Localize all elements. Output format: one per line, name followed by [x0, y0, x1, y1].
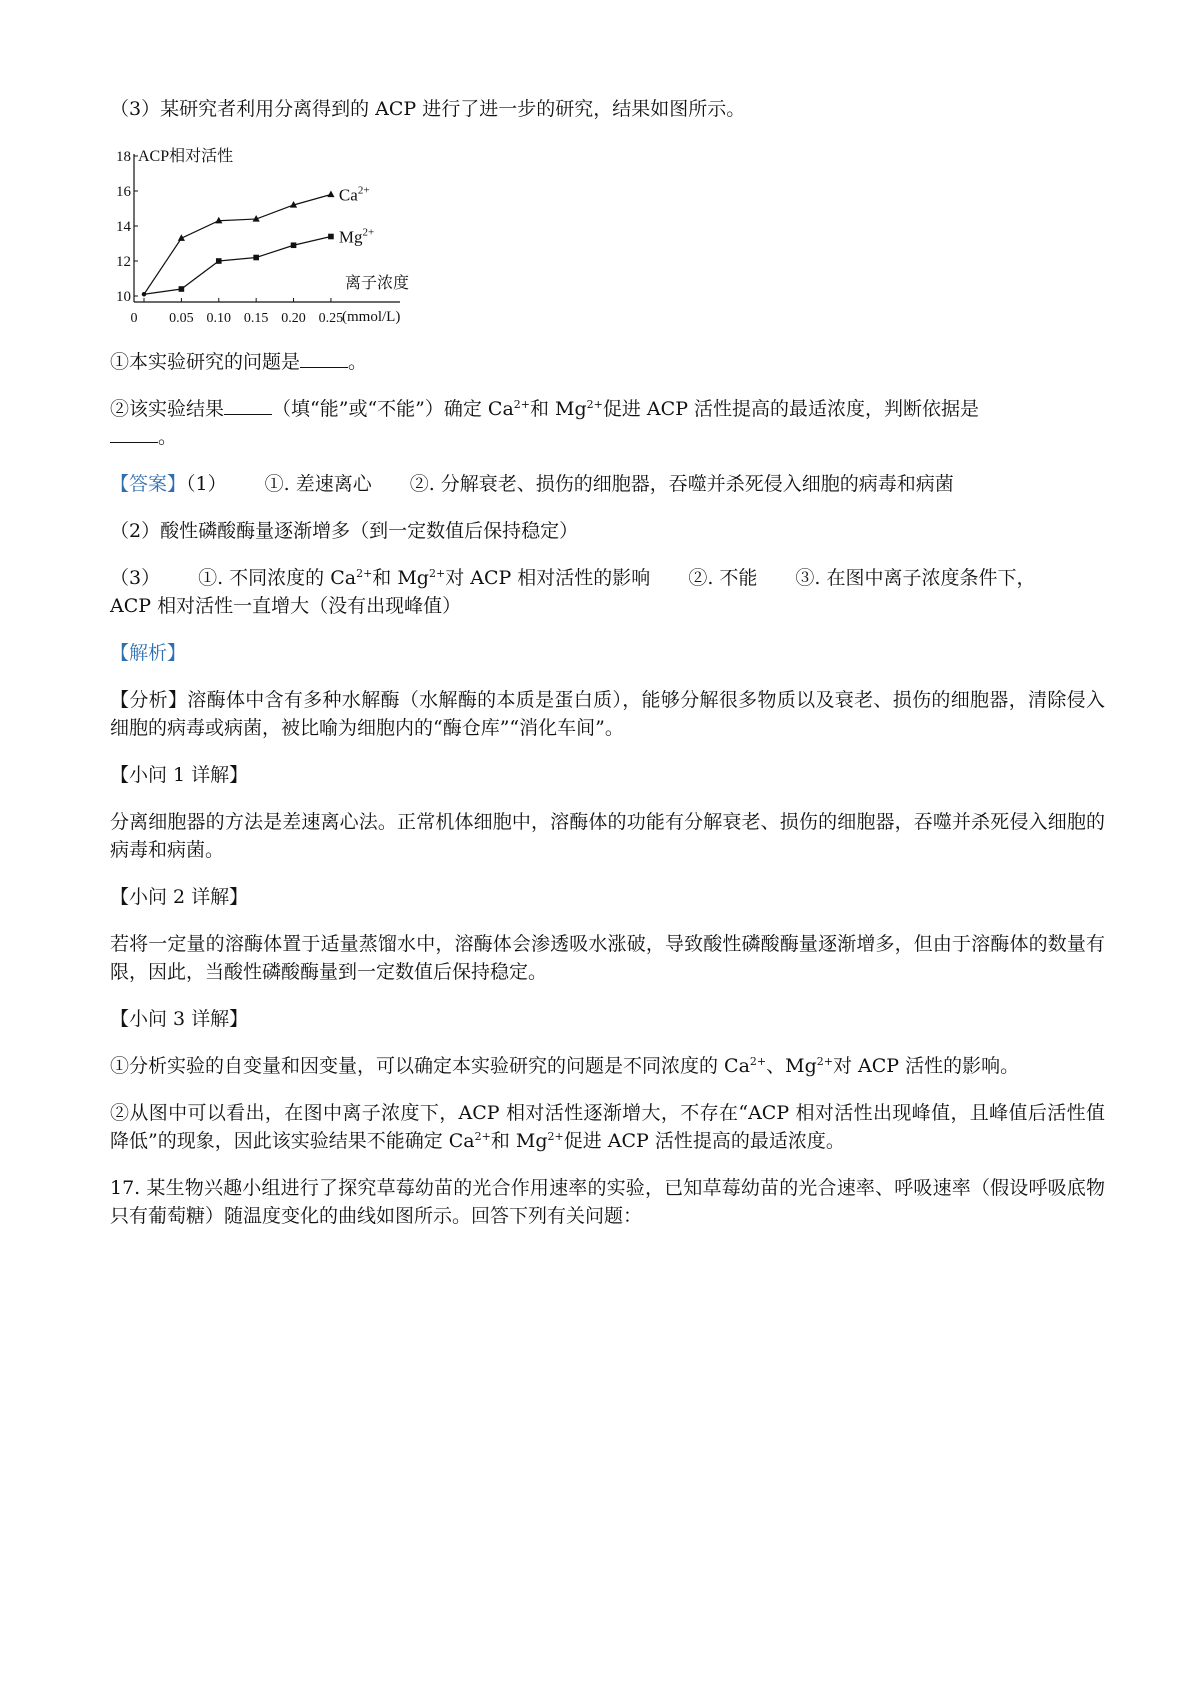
x-tick-label: 0.25: [318, 311, 344, 326]
y-tick-label: 16: [116, 184, 131, 200]
mg-charge: 2+: [547, 1130, 564, 1143]
x-tick-label: 0.15: [243, 311, 269, 326]
ca-charge: 2+: [513, 398, 530, 411]
q3-part2-end: 。: [158, 426, 178, 448]
question-17: 17. 某生物兴趣小组进行了探究草莓幼苗的光合作用速率的实验，已知草莓幼苗的光合速率、呼吸速率（假设呼吸底物只有葡萄糖）随温度变化的曲线如图所示。回答下列有关问题：: [110, 1177, 1105, 1227]
y-tick-label: 12: [116, 254, 131, 270]
answer-1-num: （1）: [186, 473, 227, 495]
series-label-charge: 2+: [357, 184, 370, 197]
xw3-p1-b: 、Mg: [766, 1055, 817, 1077]
x-axis-unit: (mmol/L): [342, 309, 401, 325]
q3-intro: （3）某研究者利用分离得到的 ACP 进行了进一步的研究，结果如图所示。: [110, 98, 746, 120]
answer-blank-3[interactable]: [110, 424, 158, 443]
data-point-triangle: [327, 191, 334, 198]
q3-part2-c: 和 Mg: [530, 398, 587, 420]
answer-1-a: ①. 差速离心: [264, 473, 372, 495]
q3-part1: [110, 348, 1105, 376]
ca-charge: 2+: [356, 567, 373, 580]
answer-blank-2[interactable]: [224, 396, 272, 415]
answer-1-b: ②. 分解衰老、损伤的细胞器，吞噬并杀死侵入细胞的病毒和病菌: [409, 473, 954, 495]
answer-3-b: ②. 不能: [688, 567, 758, 589]
answer-3-c2: ACP 相对活性一直增大（没有出现峰值）: [110, 595, 462, 617]
data-point-square: [253, 255, 259, 261]
answer-line-2: （2）酸性磷酸酶量逐渐增多（到一定数值后保持稳定）: [110, 520, 579, 542]
answer-blank-1[interactable]: [300, 349, 348, 368]
y-tick-label: 18: [116, 149, 131, 165]
ca-charge: 2+: [474, 1130, 491, 1143]
answer-3-c: ③. 在图中离子浓度条件下，: [795, 567, 1036, 589]
data-point-square: [291, 242, 297, 248]
data-point: [142, 292, 146, 296]
xw3-p1-a: ①分析实验的自变量和因变量，可以确定本实验研究的问题是不同浓度的 Ca: [110, 1055, 750, 1077]
data-point-square: [216, 258, 222, 264]
subquestion-2-text: 若将一定量的溶酶体置于适量蒸馏水中，溶酶体会渗透吸水涨破，导致酸性磷酸酶量逐渐增多，但由于溶酶体的数量有限，因此，当酸性磷酸酶量到一定数值后保持稳定。: [110, 933, 1105, 983]
ca-charge: 2+: [749, 1055, 767, 1068]
subquestion-1-text: 分离细胞器的方法是差速离心法。正常机体细胞中，溶酶体的功能有分解衰老、损伤的细胞器，吞噬并杀死侵入细胞的病毒和病菌。: [110, 811, 1105, 861]
x-tick-label: 0.10: [206, 311, 232, 326]
y-tick-label: 10: [116, 289, 131, 305]
q3-part2-b: （填“能”或“不能”）确定 Ca: [272, 398, 514, 420]
answer-3-a2: 和 Mg: [372, 567, 429, 589]
series-line-ca: [144, 195, 331, 295]
subquestion-1-title: 【小问 1 详解】: [110, 764, 249, 786]
y-tick-label: 14: [116, 219, 131, 235]
subquestion-3-title: 【小问 3 详解】: [110, 1008, 249, 1030]
answer-label: 【答案】: [110, 473, 187, 495]
mg-charge: 2+: [428, 567, 446, 580]
xw3-p2-c: 促进 ACP 活性提高的最适浓度。: [563, 1130, 845, 1152]
q3-part2-d: 促进 ACP 活性提高的最适浓度，判断依据是: [602, 398, 980, 420]
q3-part2-a: ②该实验结果: [110, 398, 225, 420]
series-label-charge: 2+: [362, 226, 375, 239]
y-axis-label: ACP相对活性: [138, 148, 234, 165]
x-tick-label: 0: [130, 311, 138, 326]
x-tick-label: 0.20: [281, 311, 306, 326]
subquestion-3-p2: [110, 1099, 1105, 1155]
x-axis-label: 离子浓度: [345, 275, 410, 292]
analysis-fenxi: 【分析】溶酶体中含有多种水解酶（水解酶的本质是蛋白质），能够分解很多物质以及衰老、损伤的细胞器，清除侵入细胞的病毒或病菌，被比喻为细胞内的“酶仓库”“消化车间”。: [110, 689, 1105, 739]
subquestion-2-title: 【小问 2 详解】: [110, 886, 249, 908]
x-tick-label: 0.05: [169, 311, 194, 326]
xw3-p2-b: 和 Mg: [490, 1130, 548, 1152]
series-label-mg: $Mg^{2+}$: [338, 226, 375, 247]
data-point-square: [179, 286, 185, 292]
data-point-square: [328, 234, 334, 240]
series-line-mg: [144, 237, 331, 295]
acp-activity-chart: [110, 142, 450, 342]
answer-3-a1: ①. 不同浓度的 Ca: [198, 567, 357, 589]
answer-line-1: [110, 470, 1105, 498]
answer-3-a3: 对 ACP 相对活性的影响: [445, 567, 651, 589]
answer-3-num: （3）: [110, 567, 161, 589]
q3-part1-end: 。: [348, 351, 368, 373]
document-page: [110, 95, 1105, 1249]
mg-charge: 2+: [816, 1055, 833, 1068]
xw3-p1-c: 对 ACP 活性的影响。: [832, 1055, 1020, 1077]
q3-part2: [110, 395, 1105, 451]
analysis-label: 【解析】: [110, 642, 187, 664]
series-label-ca: $Ca^{2+}$: [338, 184, 370, 205]
mg-charge: 2+: [586, 398, 603, 411]
xw3-p2-a: ②从图中可以看出，在图中离子浓度下，ACP 相对活性逐渐增大，不存在“ACP 相对活性出现峰值，且峰值后活性值降低”的现象，因此该实验结果不能确定 Ca: [110, 1102, 1105, 1152]
q3-part1-text: ①本实验研究的问题是: [110, 351, 301, 373]
answer-line-3: [110, 564, 1105, 620]
subquestion-3-p1: [110, 1052, 1105, 1080]
